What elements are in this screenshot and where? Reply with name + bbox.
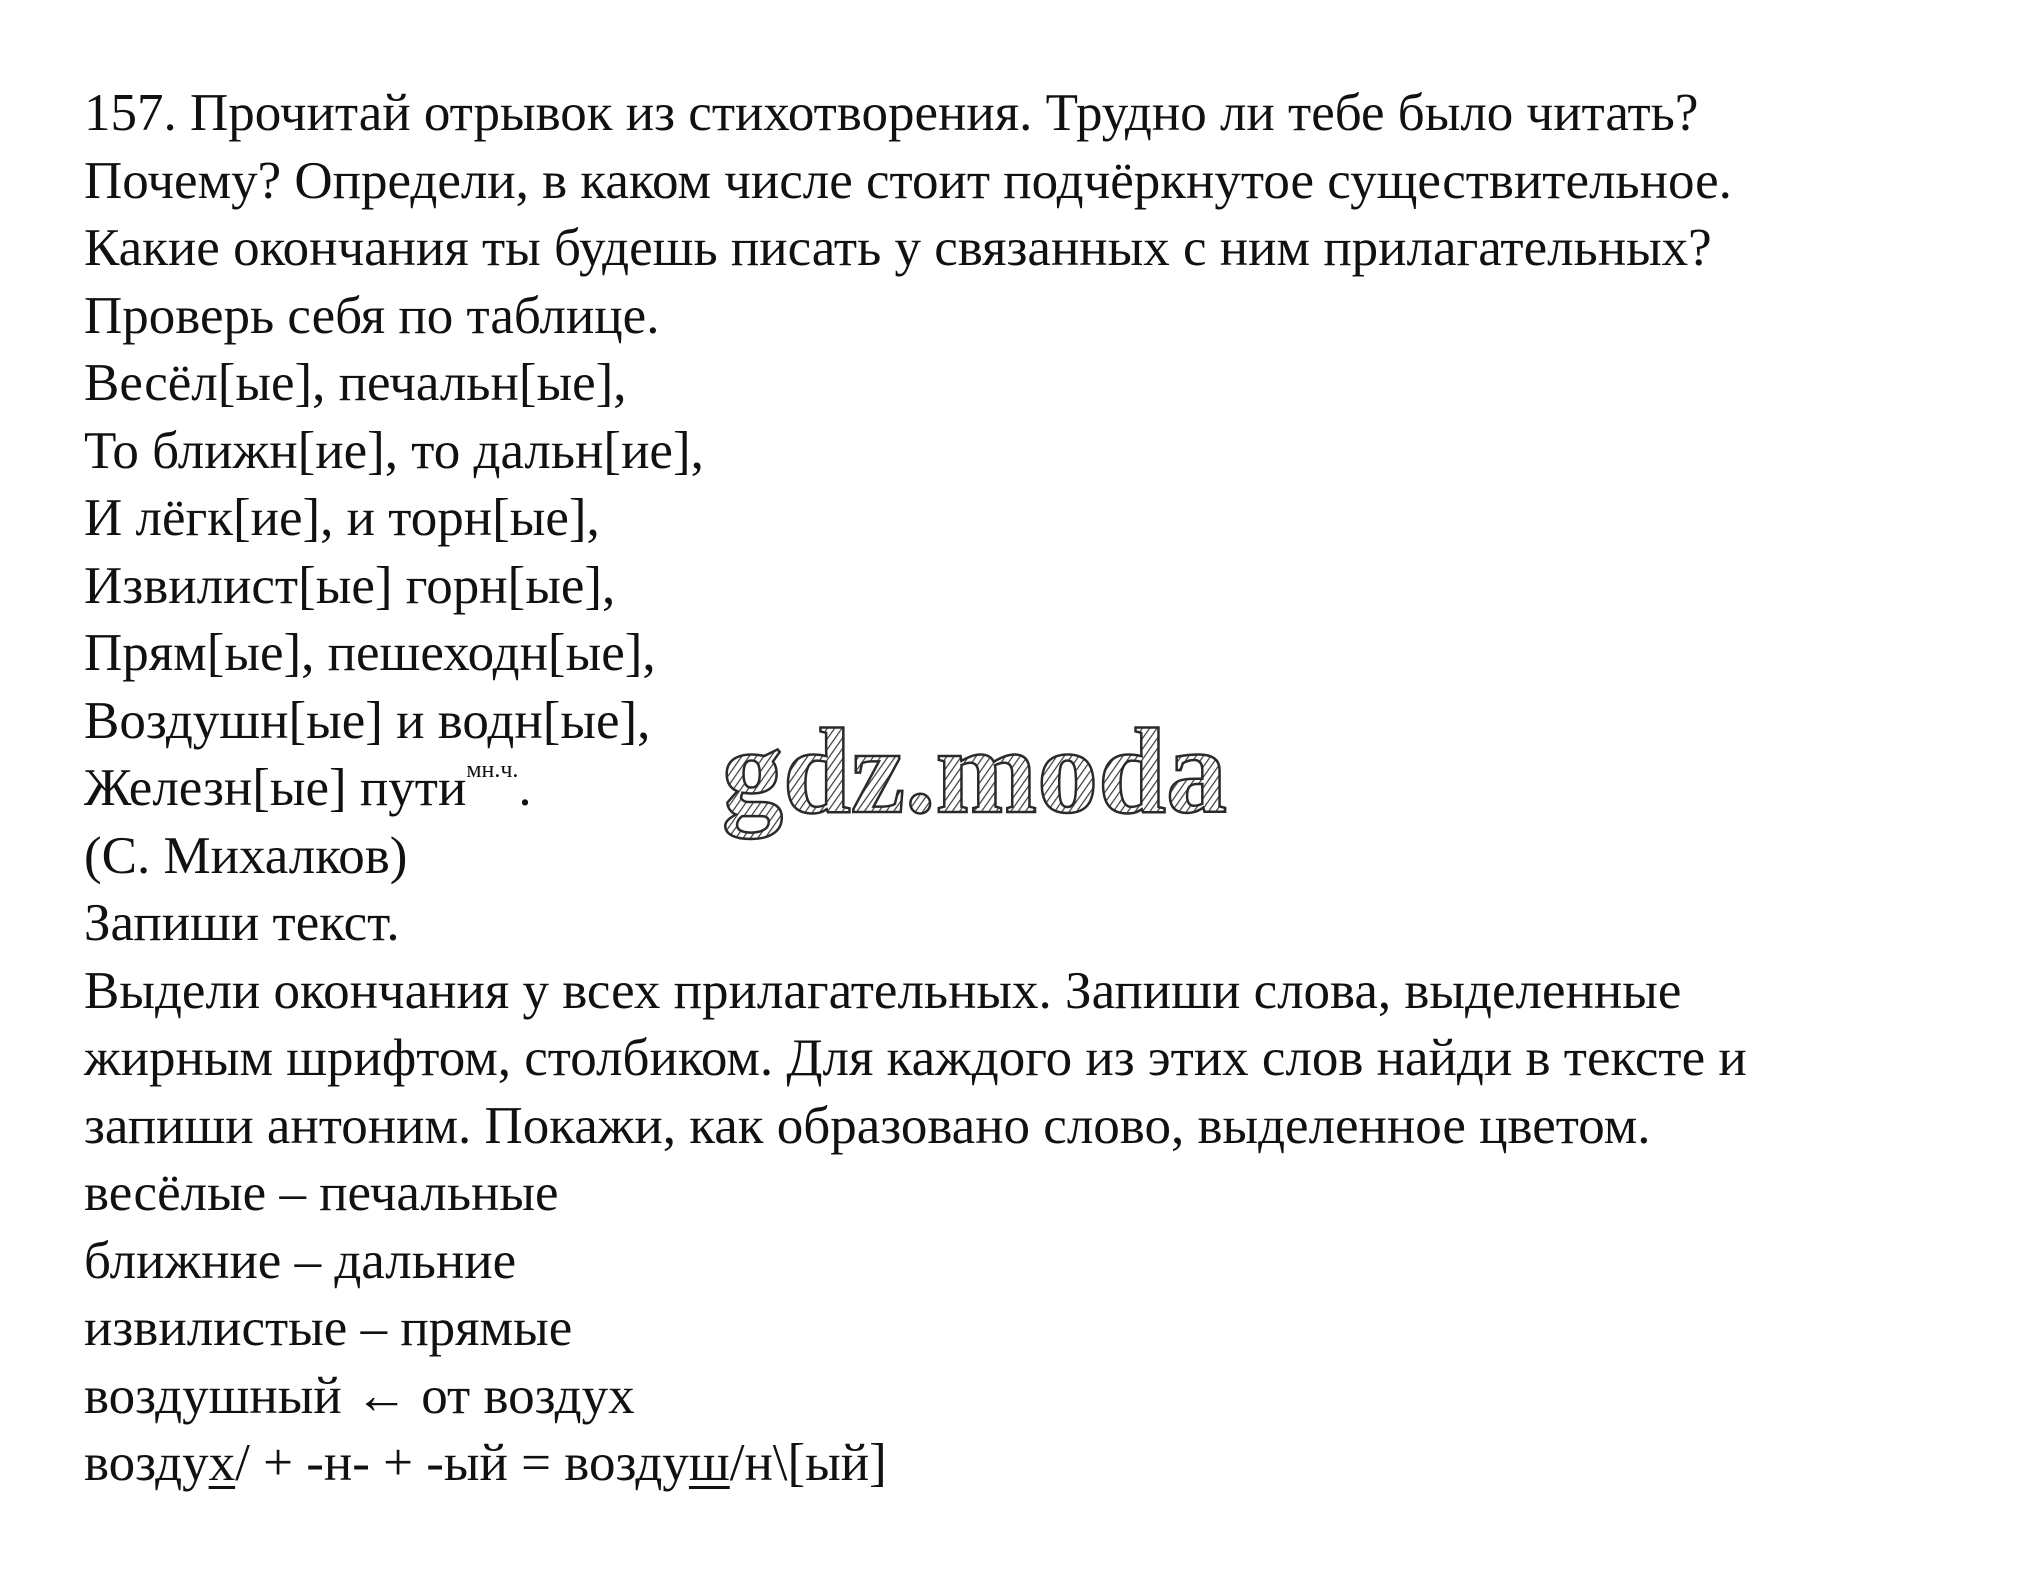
watermark-svg <box>718 716 1298 856</box>
formula-part: / + -н- + -ый = возду <box>235 1434 689 1492</box>
watermark-text: gdz.moda <box>722 716 1227 839</box>
poem-line: Весёл[ые], печальн[ые], <box>84 354 627 412</box>
poem-line: То ближн[ие], то дальн[ие], <box>84 421 704 480</box>
formula-part: /н\[ый] <box>729 1434 887 1492</box>
instruction-line: жирным шрифтом, столбиком. Для каждого из этих слов найди в тексте и <box>84 1029 1747 1087</box>
task-line: Почему? Определи, в каком числе стоит подчёркнутое существительное. <box>84 151 1732 210</box>
watermark-logo <box>718 716 1298 856</box>
formula-part: возду <box>84 1434 209 1492</box>
poem-last-line-text: Железн[ые] пути <box>84 759 467 817</box>
instruction-line: Запиши текст. <box>84 894 400 952</box>
poem-line: Извилист[ые] горн[ые], <box>84 556 616 615</box>
answer-pair: ближние – дальние <box>84 1231 517 1290</box>
poem-line: И лёгк[ие], и торн[ые], <box>84 489 600 547</box>
plural-superscript: мн.ч. <box>466 757 519 783</box>
formula-underlined-letter: ш <box>688 1434 730 1492</box>
word-formation-formula <box>84 1430 1984 1498</box>
answer-pair: воздушный ← от воздух <box>84 1366 635 1425</box>
poem-author: (С. Михалков) <box>84 826 408 885</box>
poem-line: Прям[ые], пешеходн[ые], <box>84 624 656 682</box>
answer-pair: извилистые – прямые <box>84 1299 573 1357</box>
task-line: Какие окончания ты будешь писать у связанных с ним прилагательных? <box>84 219 1712 277</box>
formula-underlined-letter: х <box>208 1434 236 1492</box>
instruction-line: запиши антоним. Покажи, как образовано слово, выделенное цветом. <box>84 1096 1651 1155</box>
task-line: Проверь себя по таблице. <box>84 286 660 345</box>
poem-line: Воздушн[ые] и водн[ые], <box>84 691 651 750</box>
task-line: 157. Прочитай отрывок из стихотворения. Трудно ли тебе было читать? <box>84 84 1699 142</box>
poem-last-line-end: . <box>518 759 532 817</box>
answer-pair: весёлые – печальные <box>84 1164 559 1222</box>
instruction-line: Выдели окончания у всех прилагательных. Запиши слова, выделенные <box>84 961 1682 1020</box>
